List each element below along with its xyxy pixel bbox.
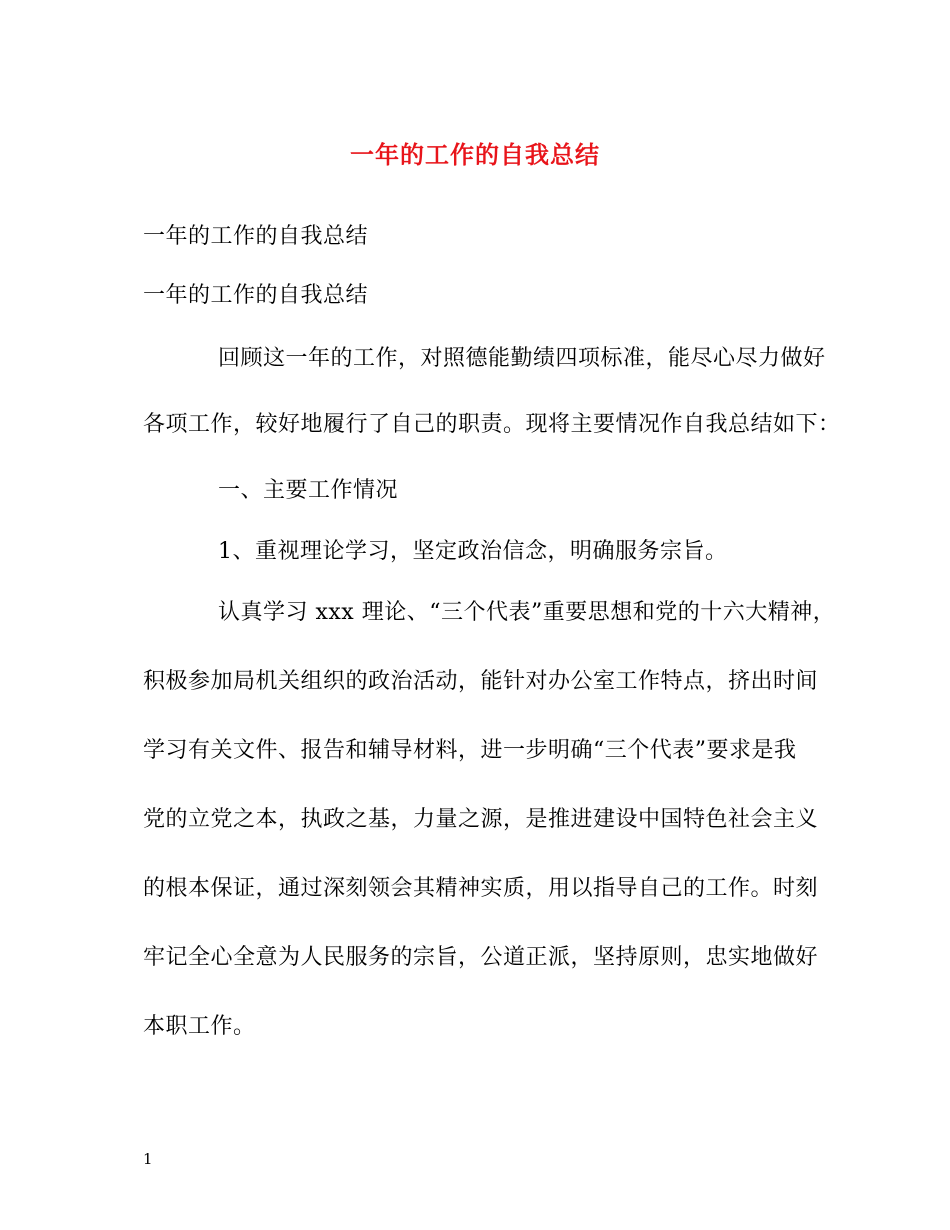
paragraph-line: 牢记全心全意为人民服务的宗旨，公道正派，坚持原则，忠实地做好 — [143, 945, 819, 970]
paragraph-line: 本职工作。 — [143, 1014, 256, 1039]
subtitle-line: 一年的工作的自我总结 — [143, 283, 369, 308]
paragraph-line: 学习有关文件、报告和辅导材料，进一步明确“三个代表”要求是我 — [143, 738, 797, 763]
page-number: 1 — [143, 1150, 153, 1168]
paragraph-line: 各项工作，较好地履行了自己的职责。现将主要情况作自我总结如下： — [143, 412, 841, 437]
section-heading: 一、主要工作情况 — [218, 478, 399, 503]
paragraph-line: 回顾这一年的工作，对照德能勤绩四项标准，能尽心尽力做好 — [218, 346, 826, 371]
paragraph-line: 认真学习 xxx 理论、“三个代表”重要思想和党的十六大精神， — [218, 600, 836, 625]
document-title: 一年的工作的自我总结 — [350, 140, 600, 169]
paragraph-line: 的根本保证，通过深刻领会其精神实质，用以指导自己的工作。时刻 — [143, 876, 819, 901]
subsection-heading: 1、重视理论学习，坚定政治信念，明确服务宗旨。 — [218, 539, 728, 564]
paragraph-line: 积极参加局机关组织的政治活动，能针对办公室工作特点，挤出时间 — [143, 669, 819, 694]
paragraph-line: 党的立党之本，执政之基，力量之源，是推进建设中国特色社会主义 — [143, 807, 819, 832]
subtitle-line: 一年的工作的自我总结 — [143, 224, 369, 249]
